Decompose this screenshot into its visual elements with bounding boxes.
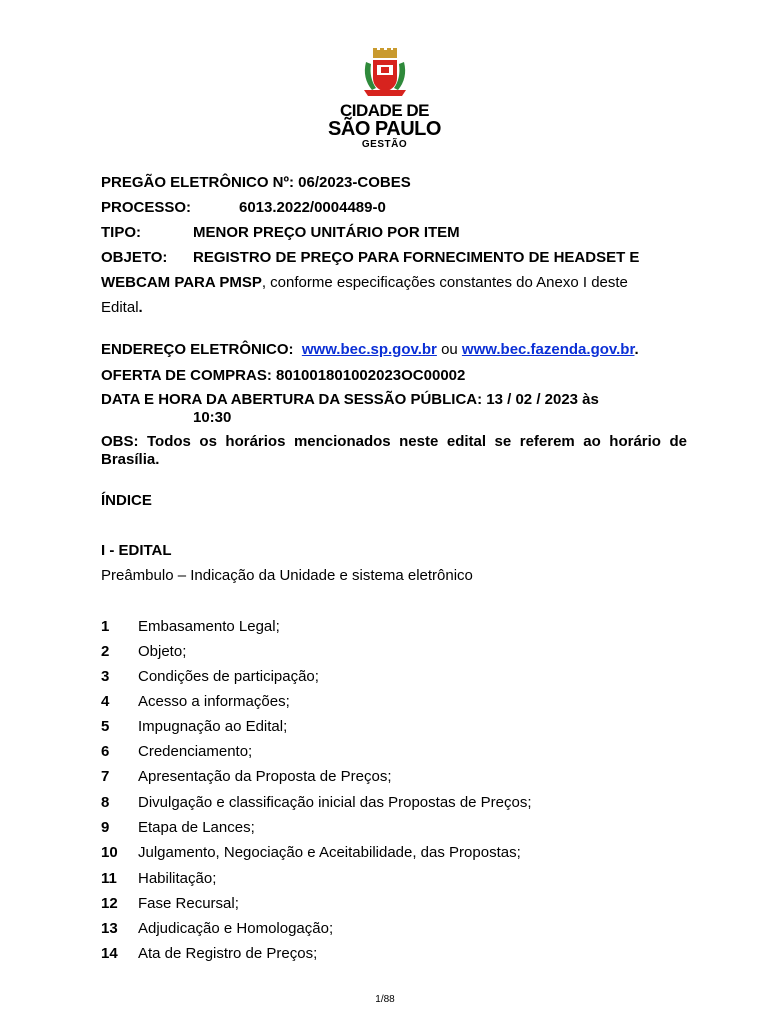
tipo-value: MENOR PREÇO UNITÁRIO POR ITEM <box>193 224 460 241</box>
index-item: Credenciamento; <box>138 743 253 760</box>
index-number: 7 <box>101 768 110 785</box>
index-number: 2 <box>101 643 110 660</box>
index-number: 4 <box>101 693 110 710</box>
objeto-period: . <box>138 299 143 316</box>
link-bec-fazenda[interactable]: www.bec.fazenda.gov.br <box>461 341 635 358</box>
index-number: 5 <box>101 718 110 735</box>
index-number: 6 <box>101 743 110 760</box>
logo-line-gestao: GESTÃO <box>361 139 408 150</box>
data-hora-line2: 10:30 <box>193 409 232 426</box>
index-number: 13 <box>101 920 118 937</box>
index-number: 9 <box>101 819 110 836</box>
logo-line-sao-paulo: SÃO PAULO <box>328 118 441 140</box>
link-bec-sp[interactable]: www.bec.sp.gov.br <box>301 341 437 358</box>
endereco-label: ENDEREÇO ELETRÔNICO: <box>101 341 294 358</box>
index-item: Objeto; <box>138 643 187 660</box>
oferta-compras: OFERTA DE COMPRAS: 801001801002023OC00002 <box>101 367 466 384</box>
section-edital-title: I - EDITAL <box>101 542 172 559</box>
pregao-heading: PREGÃO ELETRÔNICO Nº: 06/2023-COBES <box>101 174 411 191</box>
objeto-value-bold: WEBCAM PARA PMSP <box>101 274 262 291</box>
processo-value: 6013.2022/0004489-0 <box>239 199 386 216</box>
index-number: 12 <box>101 895 118 912</box>
index-item: Adjudicação e Homologação; <box>138 920 334 937</box>
page-number: 1/88 <box>375 994 395 1005</box>
city-logo <box>322 48 447 151</box>
objeto-label: OBJETO: <box>101 249 168 266</box>
index-number: 10 <box>101 844 118 861</box>
index-number: 3 <box>101 668 110 685</box>
logo-line-cidade: CIDADE DE <box>339 101 429 120</box>
index-item: Impugnação ao Edital; <box>138 718 288 735</box>
objeto-edital-text: Edital <box>101 299 139 316</box>
index-number: 8 <box>101 794 110 811</box>
objeto-value-line1: REGISTRO DE PREÇO PARA FORNECIMENTO DE HEADSET E <box>193 249 640 266</box>
coat-of-arms-icon <box>360 48 410 98</box>
index-item: Julgamento, Negociação e Aceitabilidade, das Propostas; <box>138 844 521 861</box>
data-hora-line1: DATA E HORA DA ABERTURA DA SESSÃO PÚBLICA: 13 / 02 / 2023 às <box>101 391 599 408</box>
index-item: Habilitação; <box>138 870 217 887</box>
index-item: Ata de Registro de Preços; <box>138 945 318 962</box>
endereco-line <box>101 341 639 359</box>
index-item: Condições de participação; <box>138 668 319 685</box>
index-item: Apresentação da Proposta de Preços; <box>138 768 392 785</box>
objeto-value-line3 <box>101 299 143 317</box>
index-item: Acesso a informações; <box>138 693 290 710</box>
endereco-period: . <box>634 341 639 358</box>
index-item: Etapa de Lances; <box>138 819 255 836</box>
index-number: 1 <box>101 618 110 635</box>
processo-label: PROCESSO: <box>101 199 192 216</box>
preambulo-text: Preâmbulo – Indicação da Unidade e sistema eletrônico <box>101 567 473 584</box>
objeto-value-line2 <box>101 274 628 292</box>
tipo-label: TIPO: <box>101 224 141 241</box>
index-item: Fase Recursal; <box>138 895 239 912</box>
objeto-value-rest: , conforme especificações constantes do Anexo I deste <box>261 274 628 291</box>
endereco-ou: ou <box>441 341 458 358</box>
obs-note: OBS: Todos os horários mencionados neste edital se referem ao horário de Brasília. <box>101 433 687 468</box>
index-number: 14 <box>101 945 118 962</box>
index-item: Divulgação e classificação inicial das Propostas de Preços; <box>138 794 532 811</box>
indice-title: ÍNDICE <box>101 492 152 509</box>
index-number: 11 <box>101 870 117 887</box>
index-item: Embasamento Legal; <box>138 618 280 635</box>
